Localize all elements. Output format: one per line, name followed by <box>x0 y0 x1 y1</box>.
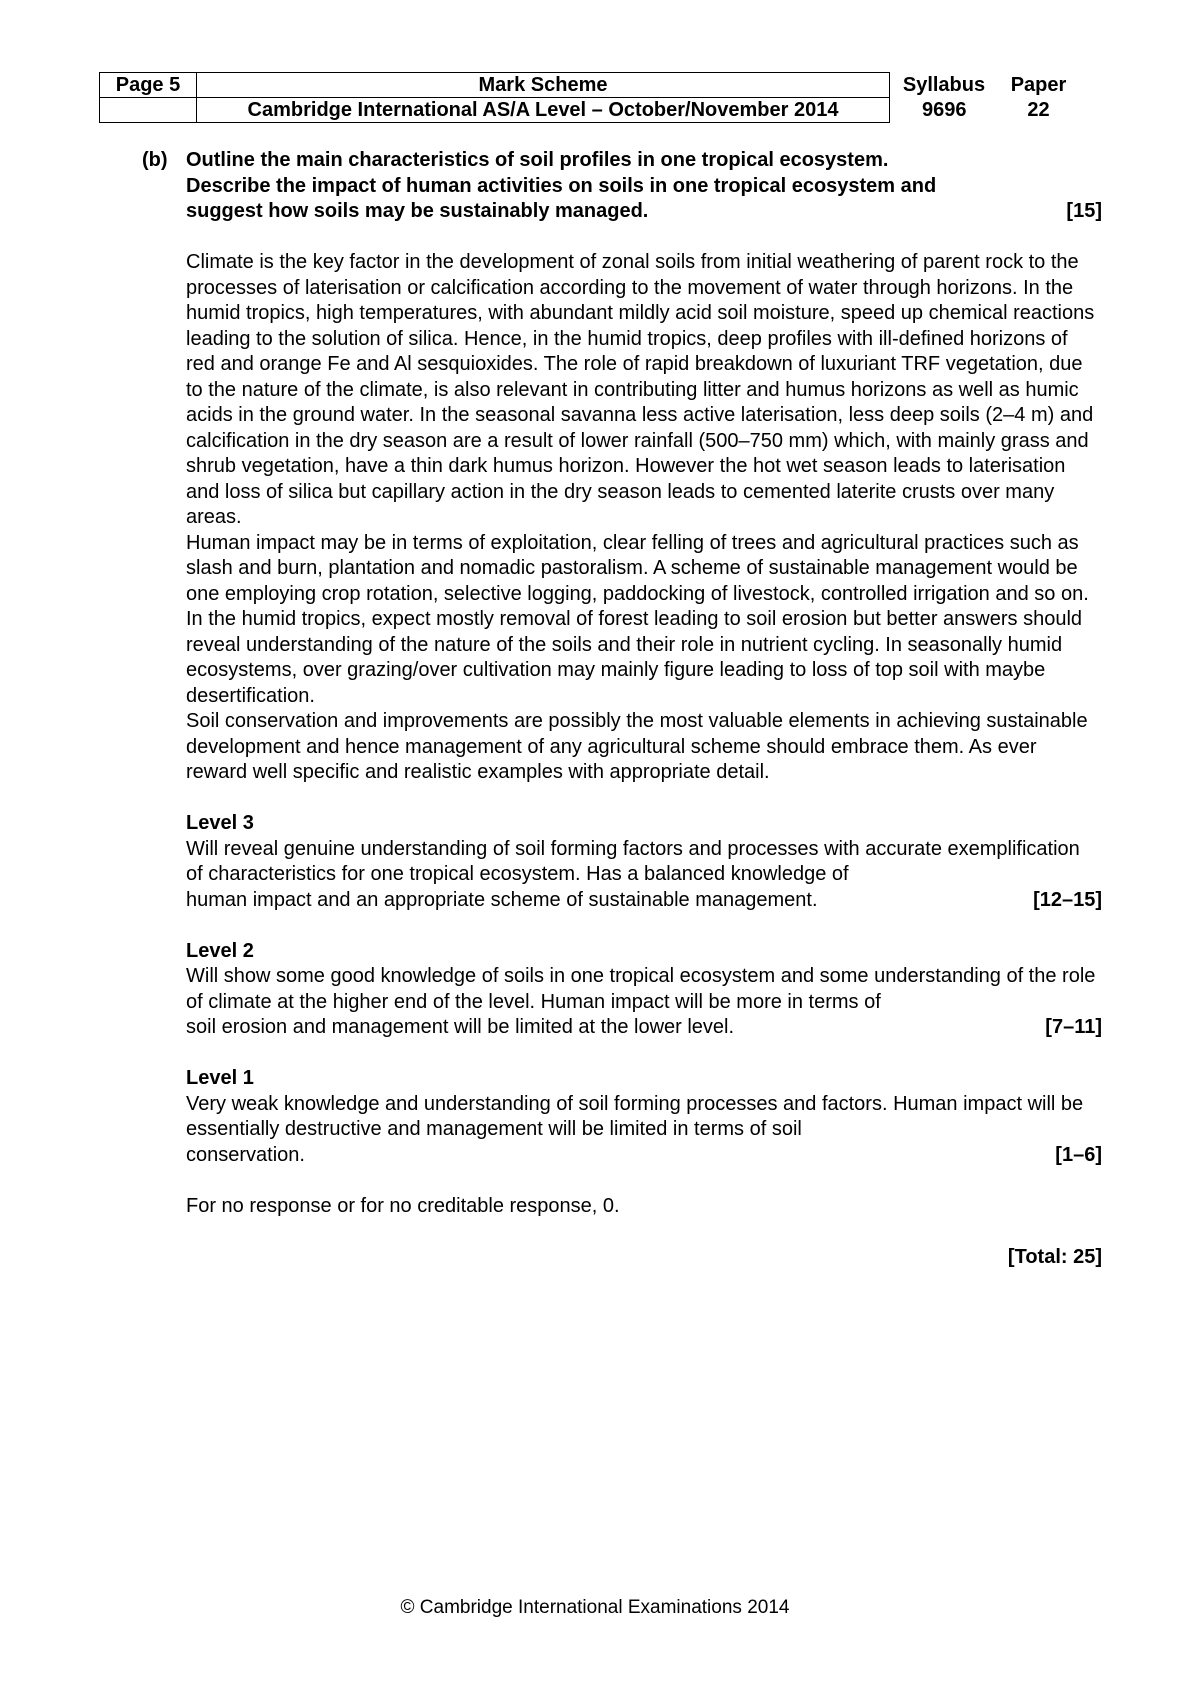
level-description-end: conservation. <box>186 1143 305 1166</box>
question-text <box>186 148 1102 225</box>
level-marks: [12–15] <box>1033 888 1102 911</box>
answer-paragraph: Climate is the key factor in the development of zonal soils from initial weathering of parent rock to the processes of laterisation or calcification according to the movement of water through horizons. In the humid tropics, high temperatures, with abundant mildly acid soil moisture, speed up chemical reactions leading to the solution of silica. Hence, in the humid tropics, deep profiles with ill-defined horizons of red and orange Fe and Al sesquioxides. The role of rapid breakdown of luxuriant TRF vegetation, due to the nature of the climate, is also relevant in contributing litter and humus horizons as well as humic acids in the ground water. In the seasonal savanna less active laterisation, less deep soils (2–4 m) and calcification in the dry season are a result of lower rainfall (500–750 mm) which, with mainly grass and shrub vegetation, have a thin dark humus horizon. However the hot wet season leads to laterisation and loss of silica but capillary action in the dry season leads to cemented laterite crusts over many areas. <box>186 251 1095 528</box>
total-marks: [Total: 25] <box>1007 1245 1102 1268</box>
mark-scheme-content <box>142 148 1102 1270</box>
answer-paragraph: Soil conservation and improvements are possibly the most valuable elements in achieving sustainable development and hence management of any agricultural scheme should embrace them. As ever reward well specific and realistic examples with appropriate detail. <box>186 710 1088 783</box>
question <box>142 148 1102 225</box>
header-table <box>99 72 1079 123</box>
level-description: Very weak knowledge and understanding of soil forming processes and factors. Human impact will be essentially destructive and management will be limited in terms of soil <box>186 1092 1084 1140</box>
level-title: Level 3 <box>186 812 254 834</box>
answer-paragraph: Human impact may be in terms of exploitation, clear felling of trees and agricultural practices such as slash and burn, plantation and nomadic pastoralism. A scheme of sustainable management would be one employing crop rotation, selective logging, paddocking of livestock, controlled irrigation and so on. <box>186 531 1089 605</box>
syllabus-value: 9696 <box>922 99 967 121</box>
syllabus-label: Syllabus <box>902 74 986 96</box>
level-last-line <box>186 888 1102 914</box>
answer-guidance <box>186 250 1102 1270</box>
question-line-text: suggest how soils may be sustainably managed. <box>186 200 649 222</box>
question-line: Describe the impact of human activities on soils in one tropical ecosystem and <box>186 174 937 197</box>
level-description-end: human impact and an appropriate scheme of sustainable management. <box>186 888 818 911</box>
paper-value: 22 <box>1027 99 1050 121</box>
document-title: Mark Scheme <box>197 73 890 98</box>
level-last-line <box>186 1143 1102 1169</box>
level-last-line <box>186 1015 1102 1041</box>
page-number: Page 5 <box>100 73 197 98</box>
question-line <box>186 199 1102 225</box>
level-description: Will reveal genuine understanding of soil forming factors and processes with accurate exemplification of characteristics for one tropical ecosystem. Has a balanced knowledge of <box>186 837 1080 885</box>
level-title: Level 2 <box>186 939 254 962</box>
level-marks: [7–11] <box>1045 1016 1102 1038</box>
level-1 <box>186 1066 1102 1168</box>
answer-paragraph: In the humid tropics, expect mostly removal of forest leading to soil erosion but better answers should reveal understanding of the nature of the soils and their role in nutrient cycling. In seasonally humid ecosystems, over grazing/over cultivation may mainly figure leading to loss of top soil with maybe desertification. <box>186 608 1083 707</box>
question-line: Outline the main characteristics of soil profiles in one tropical ecosystem. <box>186 149 889 171</box>
document-subtitle: Cambridge International AS/A Level – October/November 2014 <box>197 98 890 123</box>
empty-cell <box>100 98 197 123</box>
question-marks: [15] <box>1066 200 1102 222</box>
level-2 <box>186 939 1102 1041</box>
level-description-end: soil erosion and management will be limited at the lower level. <box>186 1016 735 1038</box>
level-marks: [1–6] <box>1055 1143 1102 1166</box>
level-description: Will show some good knowledge of soils in one tropical ecosystem and some understanding of the role of climate at the higher end of the level. Human impact will be more in terms of <box>186 965 1096 1013</box>
no-response-note: For no response or for no creditable response, 0. <box>186 1194 620 1217</box>
level-3 <box>186 811 1102 913</box>
copyright-footer: © Cambridge International Examinations 2014 <box>400 1597 790 1618</box>
level-title: Level 1 <box>186 1067 254 1089</box>
paper-label: Paper <box>1010 74 1067 96</box>
question-label: (b) <box>142 149 168 171</box>
